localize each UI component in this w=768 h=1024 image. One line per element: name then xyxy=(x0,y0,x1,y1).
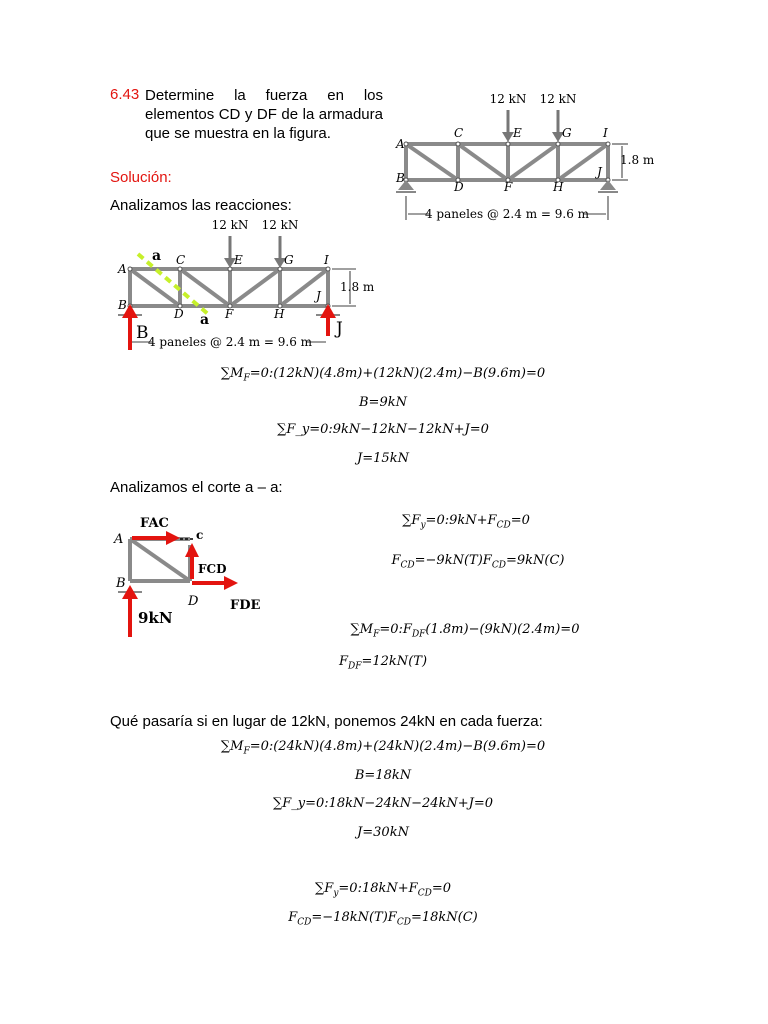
node-h: H xyxy=(274,307,285,321)
problem-number: 6.43 xyxy=(110,86,140,103)
reaction-label-j: J xyxy=(336,319,343,339)
load-label-1: 12 kN xyxy=(211,218,249,232)
fbd-node-a: A xyxy=(114,532,124,547)
fbd-node-b: B xyxy=(116,576,126,591)
eq2-sum-fy: ∑F_y=0:18kN−24kN−24kN+J=0 xyxy=(272,796,494,811)
load-label-2: 12 kN xyxy=(261,218,299,232)
reaction-label-b: B xyxy=(136,323,149,343)
eq2-j-result: J=30kN xyxy=(357,825,409,840)
eq2-moment-f: $\sum M_F=0:(24kN)(4.8m)+(24kN)(2.4m)-B(9.6m)=0$ xyxy=(220,739,546,757)
fbd-reaction-label: 9kN xyxy=(138,609,173,627)
node-j: J xyxy=(316,289,321,303)
node-d: D xyxy=(454,180,464,194)
load-label-2: 12 kN xyxy=(539,92,577,106)
node-b: B xyxy=(396,171,405,185)
f-ac-label: FAC xyxy=(140,516,169,531)
eq-cut-sum-fy: $\sum F_y=0:9kN+F_{CD}=0$ xyxy=(402,513,530,531)
cut-intro: Analizamos el corte a – a: xyxy=(110,479,283,496)
solution-label: Solución: xyxy=(110,169,172,186)
eq2-cut-sum-fy: $\sum F_y=0:18kN+F_{CD}=0$ xyxy=(315,881,451,899)
eq-fcd-result: $F_{CD}=-9kN(T)F_{CD}=9kN(C)$ xyxy=(391,553,565,571)
node-j: J xyxy=(597,165,602,179)
node-e: E xyxy=(513,126,522,140)
reactions-intro: Analizamos las reacciones: xyxy=(110,197,292,214)
eq-b-result: B=9kN xyxy=(359,395,407,410)
span-label: 4 paneles @ 2.4 m = 9.6 m xyxy=(424,207,590,221)
height-label: 1.8 m xyxy=(340,280,375,294)
eq2-fcd-result: $F_{CD}=-18kN(T)F_{CD}=18kN(C)$ xyxy=(288,910,478,928)
node-i: I xyxy=(603,126,608,140)
node-a: A xyxy=(396,137,405,151)
eq-j-result: J=15kN xyxy=(357,451,409,466)
node-c: C xyxy=(454,126,464,140)
problem-statement: Determine la fuerza en los elementos CD y DF de la armadura que se muestra en la figura. xyxy=(145,87,383,142)
node-f: F xyxy=(225,307,234,321)
eq-cut-moment-f: $\sum M_F=0:F_{DF}(1.8m)-(9kN)(2.4m)=0$ xyxy=(350,622,580,640)
free-body-diagram xyxy=(110,505,260,640)
node-h: H xyxy=(553,180,564,194)
node-e: E xyxy=(234,253,243,267)
cut-label-top: a xyxy=(152,248,162,264)
eq2-b-result: B=18kN xyxy=(354,768,412,783)
cut-label-bottom: a xyxy=(200,312,210,328)
node-f: F xyxy=(504,180,513,194)
node-d: D xyxy=(174,307,184,321)
eq-moment-f: $\sum M_F=0:(12kN)(4.8m)+(12kN)(2.4m)-B(9.6m)=0$ xyxy=(220,366,546,384)
height-label: 1.8 m xyxy=(620,153,655,167)
load-label-1: 12 kN xyxy=(489,92,527,106)
truss-figure-original xyxy=(392,88,662,228)
fbd-node-d: D xyxy=(188,594,199,609)
node-c: C xyxy=(176,253,186,267)
fbd-node-c: c xyxy=(196,528,204,542)
f-de-label: FDE xyxy=(230,598,260,613)
f-cd-label: FCD xyxy=(198,562,227,576)
what-if-text: Qué pasaría si en lugar de 12kN, ponemos 24kN en cada fuerza: xyxy=(110,713,543,730)
node-b: B xyxy=(118,298,127,312)
node-i: I xyxy=(324,253,329,267)
node-g: G xyxy=(562,126,572,140)
span-label: 4 paneles @ 2.4 m = 9.6 m xyxy=(147,335,313,349)
node-g: G xyxy=(284,253,294,267)
eq-sum-fy: ∑F_y=0:9kN−12kN−12kN+J=0 xyxy=(277,422,489,437)
node-a: A xyxy=(118,262,127,276)
truss-figure-reactions xyxy=(110,214,385,356)
eq-fdf-result: $F_{DF}=12kN(T)$ xyxy=(338,654,428,672)
